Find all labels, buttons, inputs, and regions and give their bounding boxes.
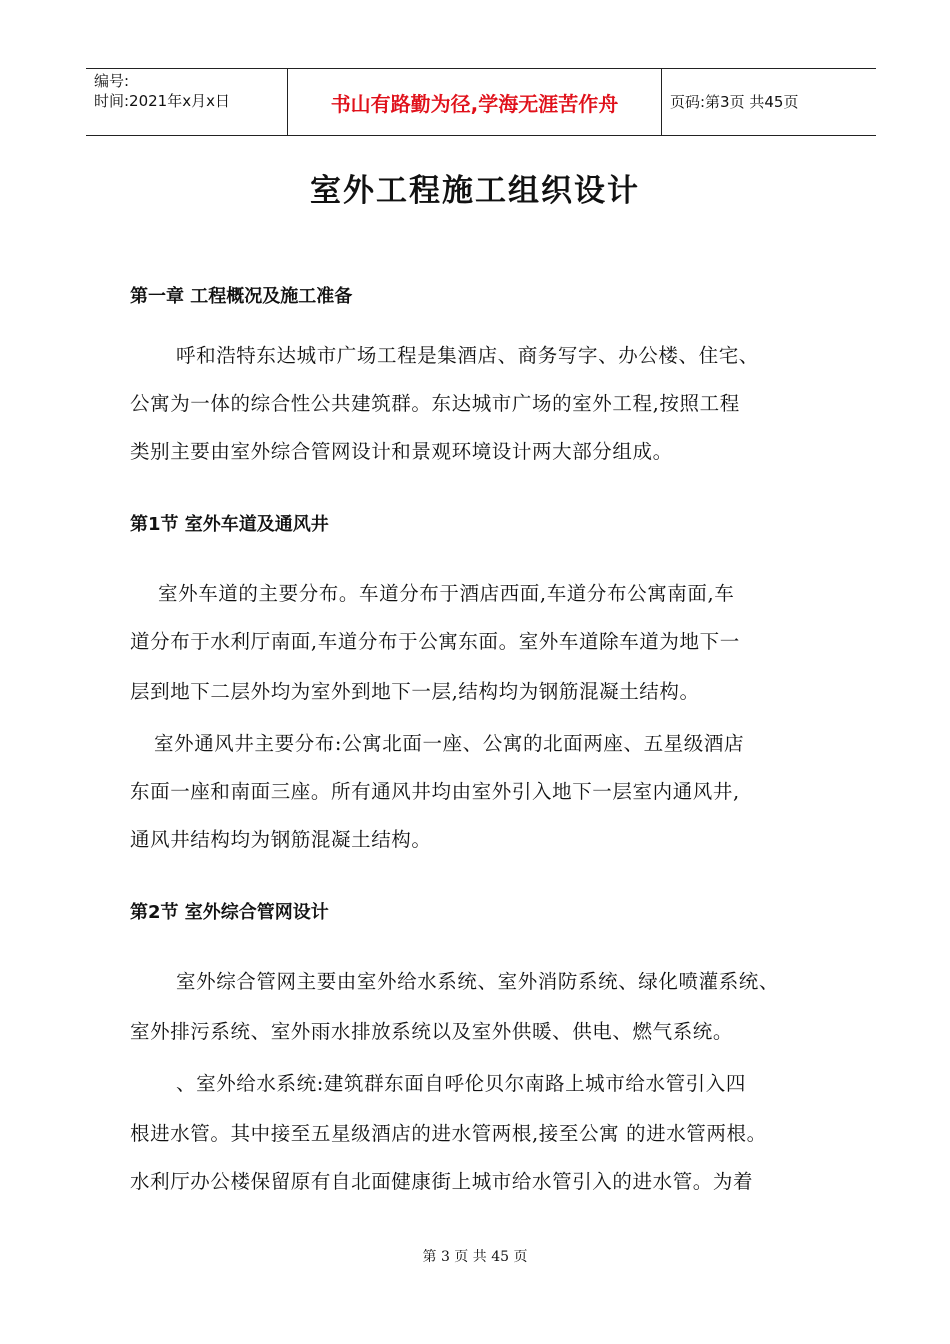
header-page-info: 页码:第3页 共45页 bbox=[670, 93, 799, 111]
paragraph-line: 室外综合管网主要由室外给水系统、室外消防系统、绿化喷灌系统、 bbox=[176, 970, 780, 993]
page-header bbox=[86, 68, 876, 136]
paragraph-line: 道分布于水利厅南面,车道分布于公寓东面。室外车道除车道为地下一 bbox=[130, 630, 740, 653]
header-page-cell bbox=[662, 69, 876, 135]
chapter-heading: 第一章 工程概况及施工准备 bbox=[130, 286, 353, 307]
paragraph-line: 室外车道的主要分布。车道分布于酒店西面,车道分布公寓南面,车 bbox=[158, 582, 735, 605]
page-footer: 第 3 页 共 45 页 bbox=[422, 1249, 528, 1265]
section-heading: 第2节 室外综合管网设计 bbox=[130, 902, 329, 923]
document-date-label: 时间:2021年x月x日 bbox=[94, 92, 230, 110]
header-motto-cell bbox=[288, 69, 662, 135]
header-motto: 书山有路勤为径,学海无涯苦作舟 bbox=[330, 91, 619, 116]
paragraph-line: 东面一座和南面三座。所有通风井均由室外引入地下一层室内通风井, bbox=[130, 780, 740, 803]
paragraph-line: 室外排污系统、室外雨水排放系统以及室外供暖、供电、燃气系统。 bbox=[130, 1020, 734, 1043]
paragraph-line: 通风井结构均为钢筋混凝土结构。 bbox=[130, 828, 432, 851]
paragraph-line: 公寓为一体的综合性公共建筑群。东达城市广场的室外工程,按照工程 bbox=[130, 392, 740, 415]
paragraph-line: 类别主要由室外综合管网设计和景观环境设计两大部分组成。 bbox=[130, 440, 673, 463]
paragraph-line: 室外通风井主要分布:公寓北面一座、公寓的北面两座、五星级酒店 bbox=[154, 732, 745, 755]
paragraph-line: 根进水管。其中接至五星级酒店的进水管两根,接至公寓 的进水管两根。 bbox=[130, 1122, 767, 1145]
document-title: 室外工程施工组织设计 bbox=[310, 173, 640, 209]
paragraph-line: 层到地下二层外均为室外到地下一层,结构均为钢筋混凝土结构。 bbox=[130, 680, 700, 703]
paragraph-line: 、室外给水系统:建筑群东面自呼伦贝尔南路上城市给水管引入四 bbox=[176, 1072, 746, 1095]
section-heading: 第1节 室外车道及通风井 bbox=[130, 514, 329, 535]
header-meta-cell bbox=[86, 69, 288, 135]
paragraph-line: 水利厅办公楼保留原有自北面健康街上城市给水管引入的进水管。为着 bbox=[130, 1170, 754, 1193]
document-number-label: 编号: bbox=[94, 72, 130, 90]
paragraph-line: 呼和浩特东达城市广场工程是集酒店、商务写字、办公楼、住宅、 bbox=[176, 344, 759, 367]
